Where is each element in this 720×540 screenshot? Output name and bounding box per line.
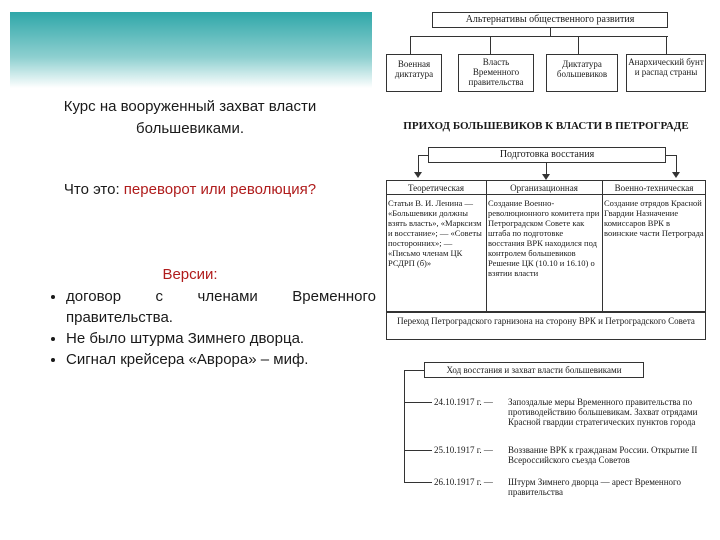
alternative-box: Военная диктатура	[386, 54, 442, 92]
version-item: • Не было штурма Зимнего дворца.	[66, 328, 376, 349]
arrow-head-icon	[672, 172, 680, 178]
slide-title-line2: большевиками.	[136, 120, 244, 137]
connector-line	[666, 36, 667, 54]
column-body: Создание отрядов Красной Гвардии Назначение комиссаров ВРК в воинские части Петрограда	[604, 198, 704, 238]
connector-line	[410, 36, 411, 54]
slide-title-line1: Курс на вооруженный захват власти	[63, 98, 317, 115]
connector-line	[490, 36, 491, 54]
arrow-head-icon	[414, 172, 422, 178]
connector-line	[550, 28, 551, 36]
connector-line	[404, 370, 424, 371]
timeline-text: Штурм Зимнего дворца — арест Временного правительства	[508, 477, 682, 497]
alternative-box: Диктатура большевиков	[546, 54, 618, 92]
timeline-tick	[404, 482, 432, 483]
question-highlight: переворот или революция?	[123, 181, 317, 198]
timeline-text: Запоздалые меры Временного правительства по противодействию большевикам. Захват отрядами Красной гвардии стратегических пунктов города	[508, 397, 698, 427]
alternative-box: Власть Временного правительства	[458, 54, 534, 92]
alternative-box: Анархический бунт и распад страны	[626, 54, 706, 92]
version-item: • Сигнал крейсера «Аврора» – миф.	[66, 349, 376, 370]
diagram-main-title: ПРИХОД БОЛЬШЕВИКОВ К ВЛАСТИ В ПЕТРОГРАДЕ	[403, 120, 689, 132]
slide-header-decoration	[10, 12, 372, 88]
connector-line	[418, 155, 419, 173]
timeline-text: Воззвание ВРК к гражданам России. Открытие II Всероссийского съезда Советов	[508, 445, 698, 465]
table-header-divider	[386, 194, 706, 195]
timeline-axis	[404, 370, 405, 482]
column-header: Теоретическая	[407, 183, 464, 193]
timeline-date: 26.10.1917 г. —	[434, 477, 493, 487]
preparation-box: Подготовка восстания	[428, 147, 666, 163]
column-header: Организационная	[510, 183, 578, 193]
versions-list	[44, 286, 376, 370]
connector-line	[410, 36, 668, 37]
versions-title: Версии:	[162, 266, 218, 283]
connector-line	[418, 155, 428, 156]
question-prefix: Что это:	[63, 181, 124, 198]
garrison-box: Переход Петроградского гарнизона на сторону ВРК и Петроградского Совета	[386, 312, 706, 340]
alternatives-title-box: Альтернативы общественного развития	[432, 12, 668, 28]
slide-question	[40, 181, 340, 198]
connector-line	[676, 155, 677, 173]
connector-line	[578, 36, 579, 54]
column-header: Военно-техническая	[614, 183, 694, 193]
timeline-date: 24.10.1917 г. —	[434, 397, 493, 407]
slide-title	[40, 96, 340, 140]
timeline-tick	[404, 402, 432, 403]
column-body: Статьи В. И. Ленина — «Большевики должны взять власть», «Марксизм и восстание»; — «Советы посторонних»; — «Письмо членам ЦК РСДРП (б)»	[388, 198, 482, 268]
column-body: Создание Военно-революционного комитета при Петроградском Совете как штаба по подготовке восстания ВРК находился под контролем большевиков Решение ЦК (10.10 и 16.10) о взятии власти	[488, 198, 600, 278]
connector-line	[666, 155, 676, 156]
version-item: • договор с членами Временного правительства.	[66, 286, 376, 328]
course-box: Ход восстания и захват власти большевиками	[424, 362, 644, 378]
timeline-date: 25.10.1917 г. —	[434, 445, 493, 455]
timeline-tick	[404, 450, 432, 451]
